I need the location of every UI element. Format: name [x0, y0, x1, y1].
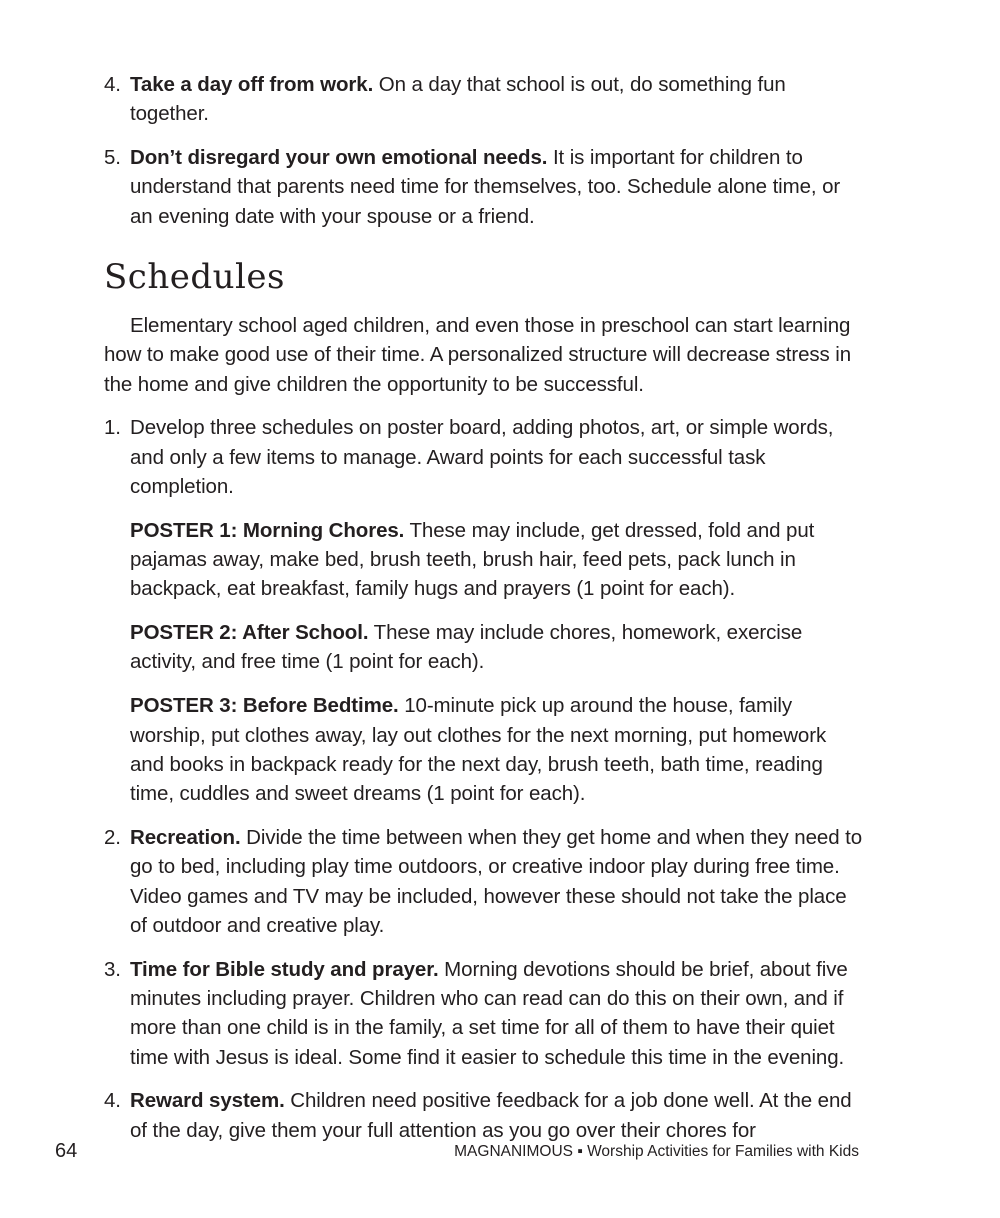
poster-description [130, 691, 864, 808]
poster-lead: POSTER 1: Morning Chores. [130, 518, 405, 542]
poster-text: These may include, get dressed, fold and put pajamas away, make bed, brush teeth, brush hair, feed pets, pack lunch in backpack, eat breakfast, family hugs and prayers (1 point for each). [130, 518, 815, 601]
list-item [104, 823, 864, 940]
page-number: 64 [55, 1140, 78, 1162]
list-item-lead: Recreation. [130, 825, 241, 849]
list-item-lead: Reward system. [130, 1089, 285, 1113]
list-item-text: Morning devotions should be brief, about five minutes including prayer. Children who can read can do this on their own, and if more than one child is in the family, a set time for all of them to have their quiet time with Jesus is ideal. Some find it easier to schedule this time in the evening. [130, 957, 848, 1069]
list-item-text: Divide the time between when they get home and when they need to go to bed, including play time outdoors, or creative indoor play during free time. Video games and TV may be included, however these should not take the place of outdoor and creative play. [130, 825, 862, 937]
list-item [104, 1086, 864, 1145]
list-item [104, 413, 864, 808]
page-content [104, 70, 864, 1159]
list-item-lead: Time for Bible study and prayer. [130, 957, 439, 981]
list-number: 2. [104, 825, 121, 849]
poster-text: 10-minute pick up around the house, family worship, put clothes away, lay out clothes for the next morning, put homework and books in backpack ready for the next day, brush teeth, bath time, reading time, cuddles and sweet dreams (1 point for each). [130, 694, 827, 806]
list-item-text: On a day that school is out, do something fun together. [130, 73, 786, 126]
list-item-text: Develop three schedules on poster board, adding photos, art, or simple words, and only a few items to manage. Award points for each successful task completion. [130, 416, 834, 498]
list-number: 3. [104, 957, 121, 981]
running-title: MAGNANIMOUS ▪ Worship Activities for Families with Kids [454, 1143, 859, 1160]
list-item [104, 955, 864, 1072]
poster-description [130, 516, 864, 604]
list-number: 1. [104, 416, 121, 440]
list-number: 4. [104, 1089, 121, 1113]
continued-tips-list [104, 70, 864, 231]
section-intro: Elementary school aged children, and even those in preschool can start learning how to make good use of their time. A personalized structure will decrease stress in the home and give children the opportunity to be successful. [104, 313, 852, 396]
poster-description [130, 618, 864, 677]
poster-lead: POSTER 2: After School. [130, 621, 369, 645]
list-item-text: It is important for children to understand that parents need time for themselves, too. Schedule alone time, or an evening date with your spouse or a friend. [130, 146, 841, 228]
list-item-lead: Don’t disregard your own emotional needs. [130, 146, 548, 170]
poster-text: These may include chores, homework, exercise activity, and free time (1 point for each). [130, 621, 803, 674]
section-heading: Schedules [104, 256, 285, 297]
list-number: 4. [104, 73, 121, 96]
list-item-lead: Take a day off from work. [130, 73, 374, 96]
list-item [104, 70, 864, 129]
list-item-text: Children need positive feedback for a job done well. At the end of the day, give them your full attention as you go over their chores for [130, 1089, 852, 1142]
list-number: 5. [104, 146, 121, 170]
schedules-list [104, 413, 864, 1145]
poster-lead: POSTER 3: Before Bedtime. [130, 694, 399, 718]
list-item [104, 143, 864, 231]
